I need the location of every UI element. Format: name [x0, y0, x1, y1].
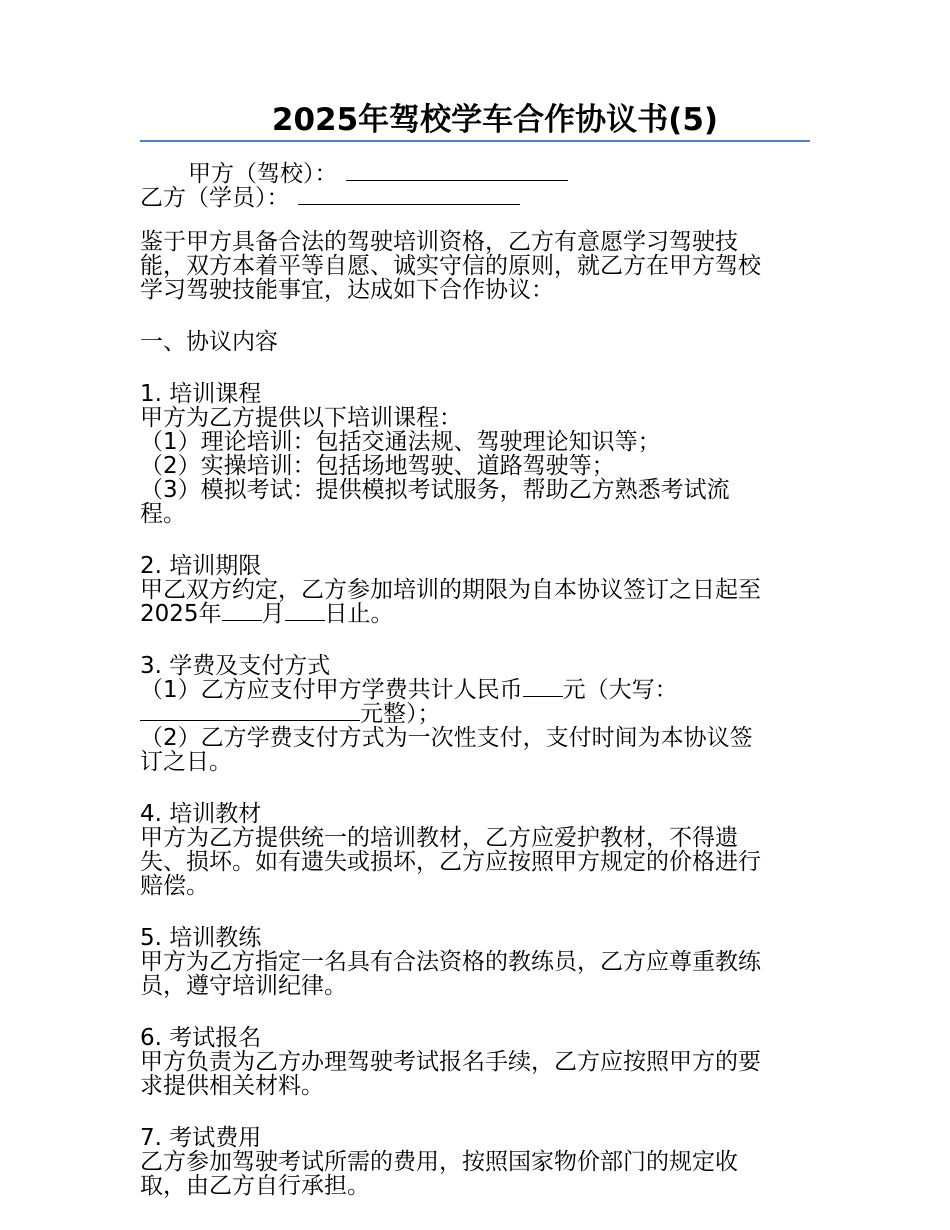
fee-label: （1）乙方应支付甲方学费共计人民币 [140, 677, 523, 703]
clause-heading: 6. 考试报名 [140, 1025, 262, 1051]
date-line [140, 602, 812, 626]
clause-line: 乙方参加驾驶考试所需的费用，按照国家物价部门的规定收 [140, 1149, 738, 1175]
party-b-line [140, 186, 812, 210]
clause-heading: 2. 培训期限 [140, 553, 262, 579]
title-underline [140, 140, 810, 142]
date-year-label: 2025年 [140, 601, 222, 627]
clause-1 [140, 382, 812, 526]
clause-heading: 1. 培训课程 [140, 381, 262, 407]
clause-line: 甲方负责为乙方办理驾驶考试报名手续，乙方应按照甲方的要 [140, 1049, 761, 1075]
clause-4 [140, 802, 812, 898]
party-a-label: 甲方（驾校）： [188, 161, 338, 187]
clause-7 [140, 1126, 812, 1198]
clause-line: 求提供相关材料。 [140, 1073, 324, 1099]
party-a-blank [346, 162, 568, 181]
preamble-line: 学习驾驶技能事宜，达成如下合作协议： [140, 277, 554, 303]
clause-heading: 4. 培训教材 [140, 801, 262, 827]
clause-line: 取，由乙方自行承担。 [140, 1173, 370, 1199]
preamble-line: 能，双方本着平等自愿、诚实守信的原则，就乙方在甲方驾校 [140, 253, 761, 279]
clause-heading: 7. 考试费用 [140, 1125, 262, 1151]
clause-3 [140, 654, 812, 774]
clause-line: 甲乙双方约定，乙方参加培训的期限为自本协议签订之日起至 [140, 577, 761, 603]
clause-line: （1）理论培训：包括交通法规、驾驶理论知识等； [140, 429, 661, 455]
day-blank [285, 602, 325, 621]
party-b-label: 乙方（学员）： [140, 185, 290, 211]
fee-line [140, 678, 812, 702]
clause-2 [140, 554, 812, 626]
preamble [140, 230, 812, 302]
fee-unit-label: 元（大写： [562, 677, 678, 703]
clause-line: （2）实操培训：包括场地驾驶、道路驾驶等； [140, 453, 615, 479]
clause-line: 员，遵守培训纪律。 [140, 973, 347, 999]
clause-line: 甲方为乙方指定一名具有合法资格的教练员，乙方应尊重教练 [140, 949, 761, 975]
clause-line: 失、损坏。如有遗失或损坏，乙方应按照甲方规定的价格进行 [140, 849, 761, 875]
clause-line: （2）乙方学费支付方式为一次性支付，支付时间为本协议签 [140, 725, 753, 751]
clause-line: 程。 [140, 501, 186, 527]
date-month-label: 月 [261, 601, 285, 627]
agreement-body [140, 230, 812, 1198]
clause-line: 赔偿。 [140, 873, 209, 899]
clause-heading: 3. 学费及支付方式 [140, 653, 331, 679]
clause-line: 甲方为乙方提供统一的培训教材，乙方应爱护教材，不得遗 [140, 825, 738, 851]
party-b-blank [298, 186, 520, 205]
month-blank [222, 602, 262, 621]
date-day-label: 日止。 [324, 601, 394, 627]
clause-line: 订之日。 [140, 749, 232, 775]
clause-heading: 5. 培训教练 [140, 925, 262, 951]
document-title: 2025年驾校学车合作协议书(5) [271, 102, 719, 138]
fee-amount-blank [523, 678, 563, 697]
clause-line: 甲方为乙方提供以下培训课程： [140, 405, 462, 431]
fee-uppercase-line [140, 702, 812, 726]
preamble-line: 鉴于甲方具备合法的驾驶培训资格，乙方有意愿学习驾驶技 [140, 229, 738, 255]
fee-uppercase-tail: 元整）； [360, 701, 441, 727]
fee-uppercase-blank [140, 702, 360, 721]
party-a-line [188, 162, 860, 186]
section-heading: 一、协议内容 [140, 329, 278, 355]
clause-5 [140, 926, 812, 998]
clause-line: （3）模拟考试：提供模拟考试服务，帮助乙方熟悉考试流 [140, 477, 730, 503]
clause-6 [140, 1026, 812, 1098]
